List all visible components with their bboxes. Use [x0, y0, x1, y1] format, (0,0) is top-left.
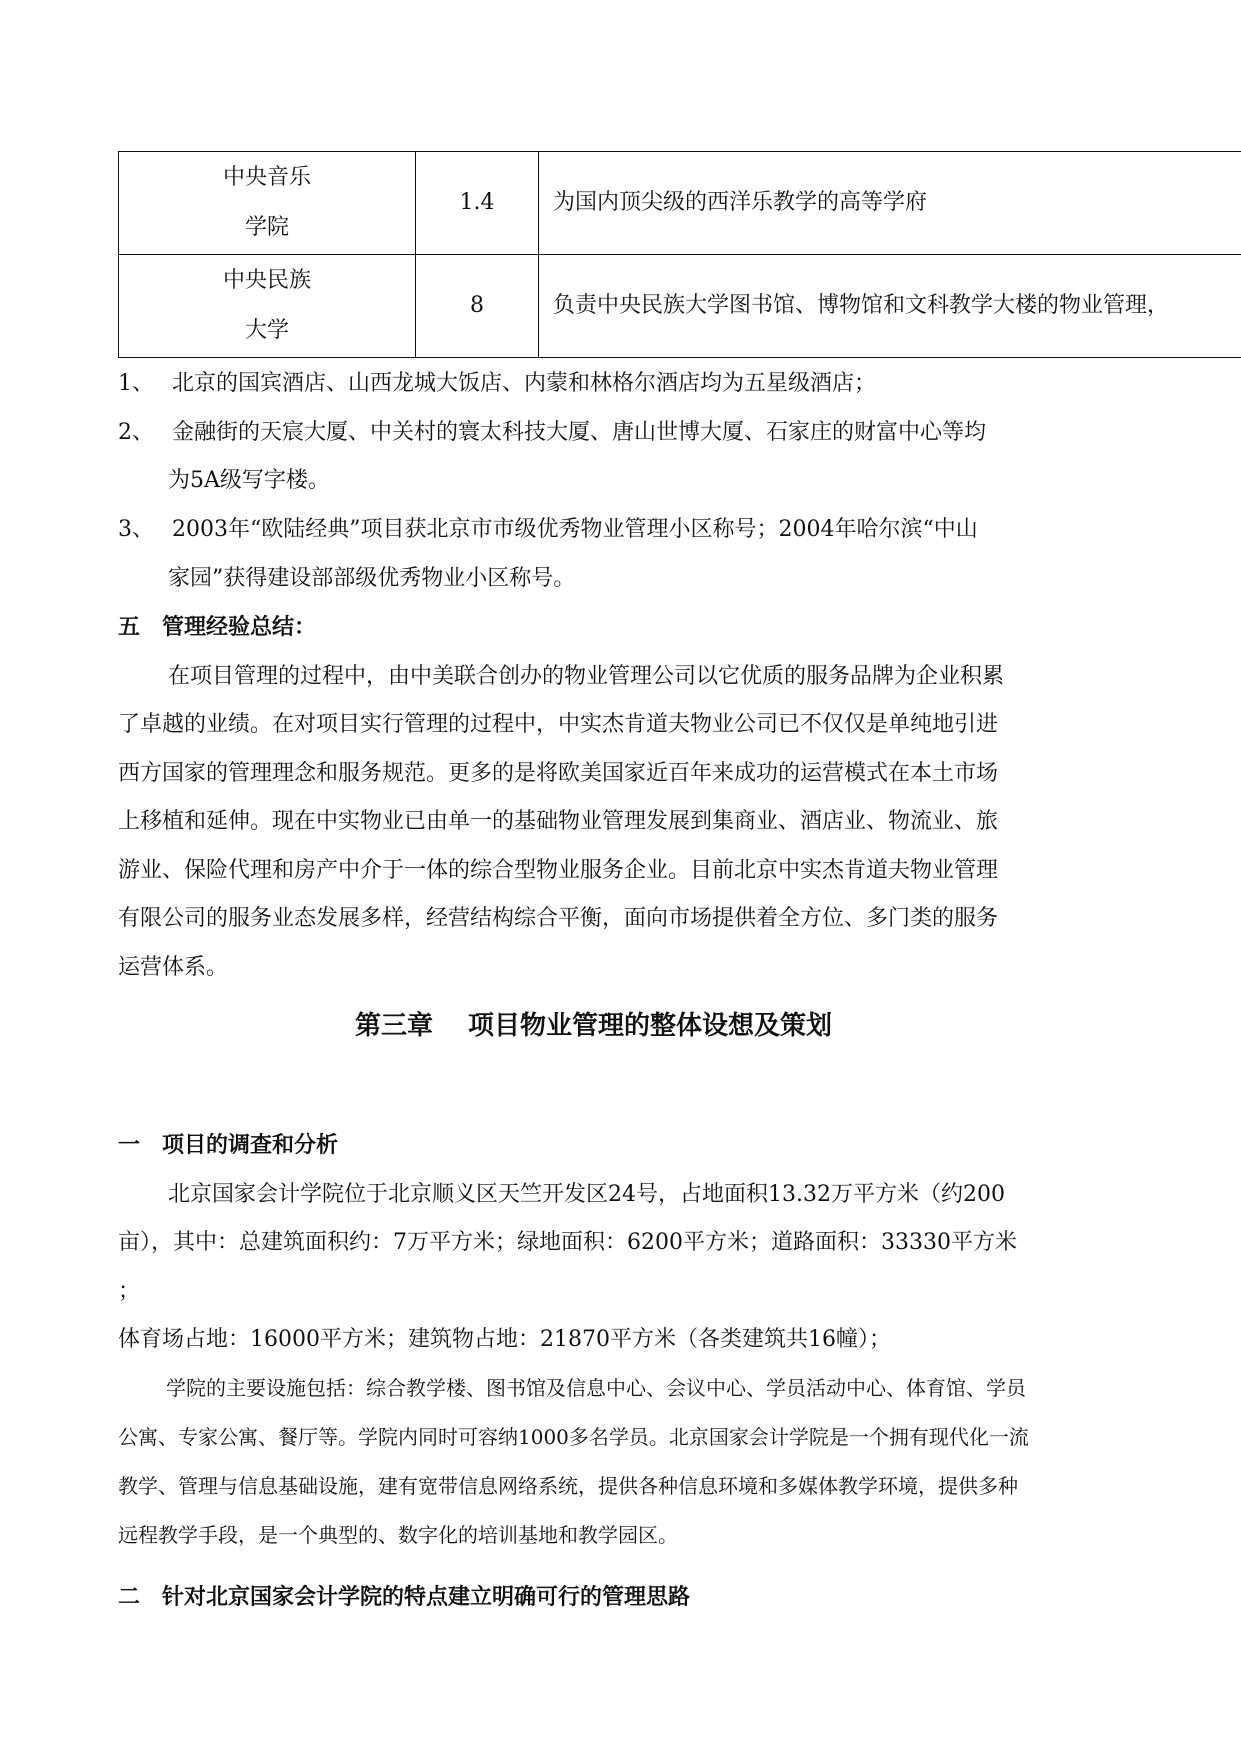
table-cell-area: 8 [416, 255, 539, 358]
table-row [119, 255, 1241, 358]
note-number: 2、 [118, 420, 154, 445]
table-cell-desc: 负责中央民族大学图书馆、博物馆和文科教学大楼的物业管理， [539, 255, 1241, 358]
note-text: 家园”获得建设部部级优秀物业小区称号。 [168, 566, 576, 591]
note-text: 2003年“欧陆经典”项目获北京市市级优秀物业管理小区称号；2004年哈尔滨“中山 [172, 517, 978, 542]
paragraph-line: 了卓越的业绩。在对项目实行管理的过程中，中实杰肯道夫物业公司已不仅仅是单纯地引进 [118, 712, 999, 737]
paragraph-line: 北京国家会计学院位于北京顺义区天竺开发区24号，占地面积13.32万平方米（约200 [168, 1182, 1005, 1207]
paragraph-line: ； [118, 1279, 141, 1304]
note-text: 北京的国宾酒店、山西龙城大饭店、内蒙和林格尔酒店均为五星级酒店； [172, 371, 877, 396]
chapter-title: 第三章 项目物业管理的整体设想及策划 [355, 1011, 833, 1041]
section-heading: 二 针对北京国家会计学院的特点建立明确可行的管理思路 [118, 1585, 691, 1610]
project-table [118, 151, 1241, 358]
paragraph-line: 有限公司的服务业态发展多样，经营结构综合平衡，面向市场提供着全方位、多门类的服务 [118, 906, 999, 931]
paragraph-line: 游业、保险代理和房产中介于一体的综合型物业服务企业。目前北京中实杰肯道夫物业管理 [118, 858, 999, 883]
paragraph-line: 学院的主要设施包括：综合教学楼、图书馆及信息中心、会议中心、学员活动中心、体育馆、学员 [166, 1376, 1026, 1400]
paragraph-line: 在项目管理的过程中，由中美联合创办的物业管理公司以它优质的服务品牌为企业积累 [168, 664, 1005, 689]
paragraph-line: 上移植和延伸。现在中实物业已由单一的基础物业管理发展到集商业、酒店业、物流业、旅 [118, 809, 999, 834]
table-row [119, 152, 1241, 255]
paragraph-line: 体育场占地：16000平方米；建筑物占地：21870平方米（各类建筑共16幢）； [118, 1327, 891, 1352]
paragraph-line: 运营体系。 [118, 955, 229, 980]
paragraph-line: 远程教学手段，是一个典型的、数字化的培训基地和教学园区。 [118, 1523, 678, 1547]
note-text: 为5A级写字楼。 [168, 468, 330, 493]
note-number: 1、 [118, 371, 154, 396]
table-cell-name: 中央民族 大学 [119, 255, 416, 358]
section-heading: 五 管理经验总结： [118, 615, 317, 640]
paragraph-line: 教学、管理与信息基础设施，建有宽带信息网络系统，提供各种信息环境和多媒体教学环境，提供多种 [118, 1474, 1018, 1498]
section-heading: 一 项目的调查和分析 [118, 1133, 339, 1158]
table-cell-area: 1.4 [416, 152, 539, 255]
note-number: 3、 [118, 517, 154, 542]
paragraph-line: 西方国家的管理理念和服务规范。更多的是将欧美国家近百年来成功的运营模式在本土市场 [118, 761, 999, 786]
paragraph-line: 公寓、专家公寓、餐厅等。学院内同时可容纳1000多名学员。北京国家会计学院是一个拥有现代化一流 [118, 1425, 1029, 1449]
table-cell-desc: 为国内顶尖级的西洋乐教学的高等学府 [539, 152, 1241, 255]
note-text: 金融街的天宸大厦、中关村的寰太科技大厦、唐山世博大厦、石家庄的财富中心等均 [172, 420, 987, 445]
paragraph-line: 亩），其中：总建筑面积约：7万平方米；绿地面积：6200平方米；道路面积：33330平方米 [118, 1230, 1017, 1255]
table-cell-name: 中央音乐 学院 [119, 152, 416, 255]
